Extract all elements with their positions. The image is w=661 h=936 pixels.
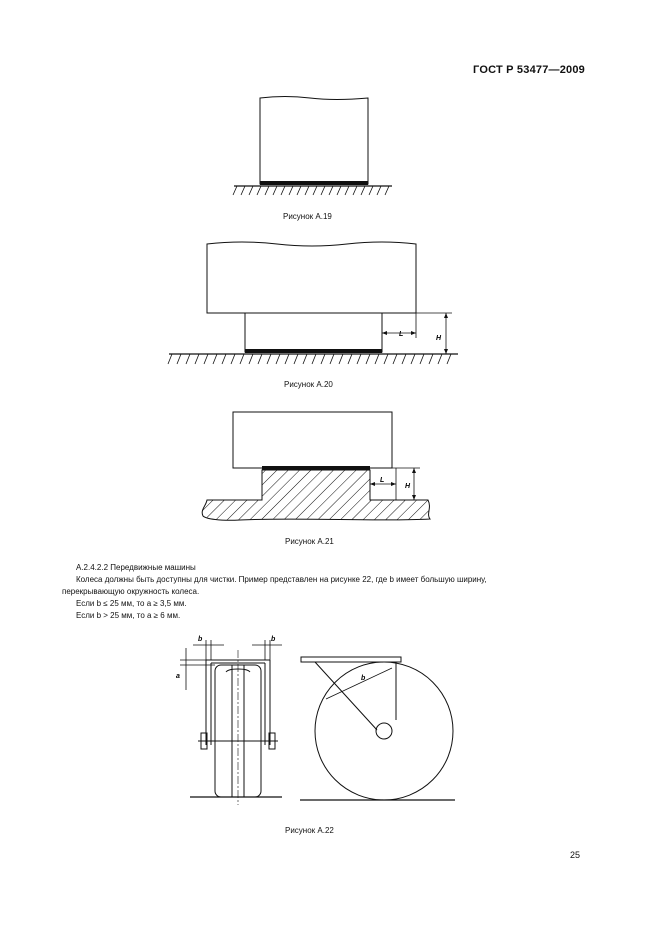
document-header: ГОСТ Р 53477—2009 xyxy=(473,64,585,76)
page-number: 25 xyxy=(570,850,581,860)
figure-a22-label-a: a xyxy=(176,673,180,680)
figure-a22-caption: Рисунок А.22 xyxy=(285,826,334,835)
section-text-line-3: Если b ≤ 25 мм, то a ≥ 3,5 мм. xyxy=(76,599,187,608)
figure-a20-caption: Рисунок А.20 xyxy=(284,380,333,389)
figure-a21-drawing xyxy=(202,412,430,520)
figure-a22-label-b-right: b xyxy=(271,636,276,643)
figure-a22-side-view xyxy=(300,657,455,800)
figure-a21-label-h: H xyxy=(405,483,411,490)
figure-a20-label-h: H xyxy=(436,335,442,342)
figure-a19-caption: Рисунок А.19 xyxy=(283,212,332,221)
figure-a19-drawing xyxy=(233,97,392,196)
figure-a22-label-b-left: b xyxy=(198,636,203,643)
section-heading: А.2.4.2.2 Передвижные машины xyxy=(76,563,196,572)
section-text-line-2: перекрывающую окружность колеса. xyxy=(62,587,200,596)
figure-a22-label-b-side: b xyxy=(361,675,366,682)
section-text-line-4: Если b > 25 мм, то a ≥ 6 мм. xyxy=(76,611,181,620)
figure-a22-front-view xyxy=(180,640,282,805)
figure-a21-label-l: L xyxy=(380,477,385,484)
section-text-line-1: Колеса должны быть доступны для чистки. Пример представлен на рисунке 22, где b имеет большую ширину, xyxy=(76,575,487,584)
figure-a20-label-l: L xyxy=(399,331,404,338)
figure-a20-drawing xyxy=(168,242,458,364)
figure-a21-caption: Рисунок А.21 xyxy=(285,537,334,546)
